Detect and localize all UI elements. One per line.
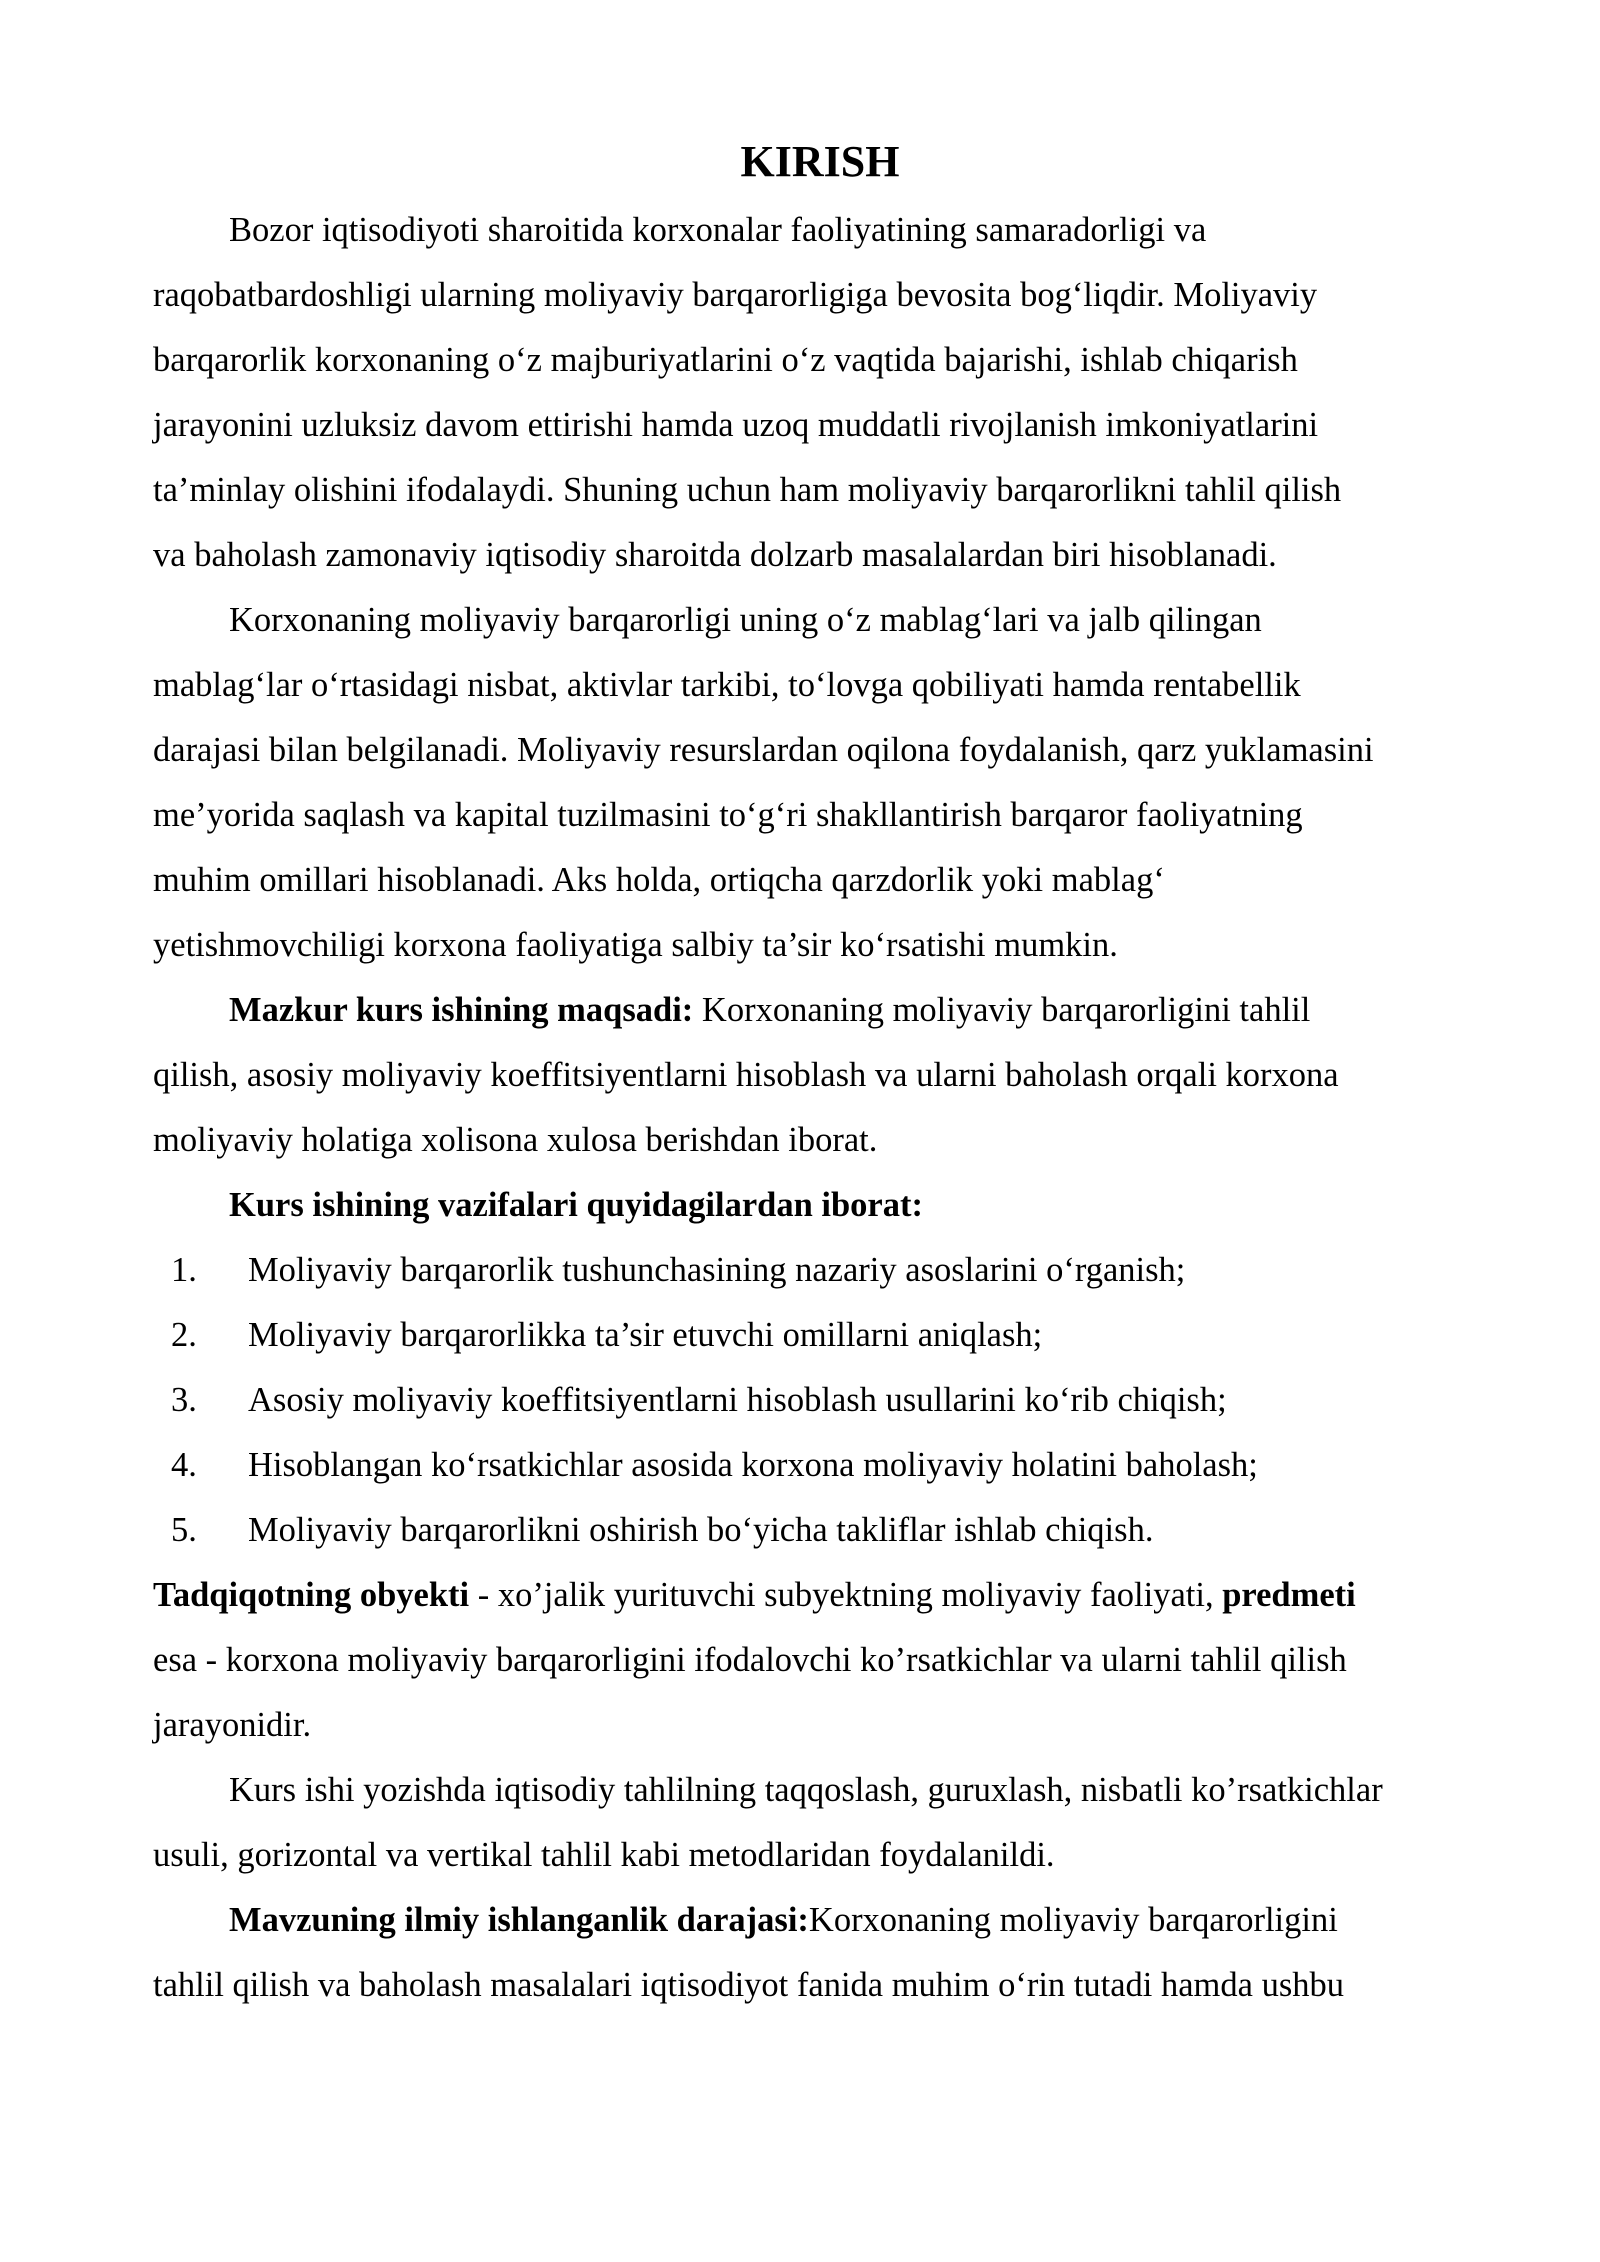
text-line: tahlil qilish va baholash masalalari iqtisodiyot fanida muhim o‘rin tutadi hamda ushbu	[153, 1966, 1344, 2004]
list-item-text: Asosiy moliyaviy koeffitsiyentlarni hisoblash usullarini ko‘rib chiqish;	[248, 1381, 1227, 1419]
text-line: va baholash zamonaviy iqtisodiy sharoitda dolzarb masalalardan biri hisoblanadi.	[153, 536, 1277, 574]
text-line: me’yorida saqlash va kapital tuzilmasini to‘g‘ri shakllantirish barqaror faoliyatning	[153, 796, 1303, 834]
text-line: jarayonidir.	[153, 1706, 312, 1744]
list-item-text: Moliyaviy barqarorlikka ta’sir etuvchi omillarni aniqlash;	[248, 1316, 1043, 1354]
paragraph-methods	[153, 1758, 1493, 1888]
document-body	[153, 198, 1493, 2018]
list-item-text: Moliyaviy barqarorlikni oshirish bo‘yicha takliflar ishlab chiqish.	[248, 1511, 1154, 1549]
list-item-number: 3.	[171, 1381, 197, 1419]
list-item	[153, 1498, 1493, 1563]
list-item	[153, 1238, 1493, 1303]
text-line: barqarorlik korxonaning o‘z majburiyatlarini o‘z vaqtida bajarishi, ishlab chiqarish	[153, 341, 1298, 379]
list-item-text: Moliyaviy barqarorlik tushunchasining nazariy asoslarini o‘rganish;	[248, 1251, 1186, 1289]
text-line: darajasi bilan belgilanadi. Moliyaviy resurslardan oqilona foydalanish, qarz yuklamasini	[153, 731, 1374, 769]
text-line: esa - korxona moliyaviy barqarorligini ifodalovchi ko’rsatkichlar va ularni tahlil qilish	[153, 1641, 1347, 1679]
text-line: Bozor iqtisodiyoti sharoitida korxonalar faoliyatining samaradorligi va	[229, 211, 1207, 249]
text-line: usuli, gorizontal va vertikal tahlil kabi metodlaridan foydalanildi.	[153, 1836, 1055, 1874]
paragraph-object	[153, 1563, 1493, 1758]
text-line: mablag‘lar o‘rtasidagi nisbat, aktivlar tarkibi, to‘lovga qobiliyati hamda rentabellik	[153, 666, 1301, 704]
list-item	[153, 1433, 1493, 1498]
paragraph-research-level	[153, 1888, 1493, 2018]
text-line: Korxonaning moliyaviy barqarorligi uning o‘z mablag‘lari va jalb qilingan	[229, 601, 1262, 639]
text-line	[153, 1888, 1493, 1953]
paragraph-goal	[153, 978, 1493, 1173]
subject-label: predmeti	[1222, 1576, 1356, 1614]
list-item-number: 4.	[171, 1446, 197, 1484]
list-item	[153, 1303, 1493, 1368]
text-line: ta’minlay olishini ifodalaydi. Shuning uchun ham moliyaviy barqarorlikni tahlil qilish	[153, 471, 1342, 509]
goal-text: Korxonaning moliyaviy barqarorligini tahlil	[693, 991, 1311, 1029]
research-level-label: Mavzuning ilmiy ishlanganlik darajasi:	[229, 1901, 809, 1939]
goal-label: Mazkur kurs ishining maqsadi:	[229, 991, 694, 1029]
tasks-heading-paragraph	[153, 1173, 1493, 1238]
text-line: moliyaviy holatiga xolisona xulosa berishdan iborat.	[153, 1121, 878, 1159]
list-item-number: 1.	[171, 1251, 197, 1289]
text-line: Kurs ishi yozishda iqtisodiy tahlilning taqqoslash, guruxlash, nisbatli ko’rsatkichlar	[229, 1771, 1383, 1809]
text-line	[153, 1563, 1493, 1628]
text-line	[153, 978, 1493, 1043]
research-level-text: Korxonaning moliyaviy barqarorligini	[808, 1901, 1338, 1939]
paragraph-intro	[153, 198, 1493, 588]
text-line: jarayonini uzluksiz davom ettirishi hamda uzoq muddatli rivojlanish imkoniyatlarini	[153, 406, 1319, 444]
text-line: qilish, asosiy moliyaviy koeffitsiyentlarni hisoblash va ularni baholash orqali korxona	[153, 1056, 1339, 1094]
list-item-text: Hisoblangan ko‘rsatkichlar asosida korxona moliyaviy holatini baholash;	[248, 1446, 1258, 1484]
object-label: Tadqiqotning obyekti	[153, 1576, 470, 1614]
tasks-heading: Kurs ishining vazifalari quyidagilardan iborat:	[229, 1186, 923, 1224]
paragraph-factors	[153, 588, 1493, 978]
list-item-number: 2.	[171, 1316, 197, 1354]
text-line: raqobatbardoshligi ularning moliyaviy barqarorligiga bevosita bog‘liqdir. Moliyaviy	[153, 276, 1318, 314]
text-line: yetishmovchiligi korxona faoliyatiga salbiy ta’sir ko‘rsatishi mumkin.	[153, 926, 1118, 964]
tasks-list	[153, 1238, 1493, 1563]
list-item	[153, 1368, 1493, 1433]
object-text: - xo’jalik yurituvchi subyektning moliyaviy faoliyati,	[469, 1576, 1223, 1614]
page-title: KIRISH	[740, 137, 900, 186]
text-line: muhim omillari hisoblanadi. Aks holda, ortiqcha qarzdorlik yoki mablag‘	[153, 861, 1165, 899]
list-item-number: 5.	[171, 1511, 197, 1549]
